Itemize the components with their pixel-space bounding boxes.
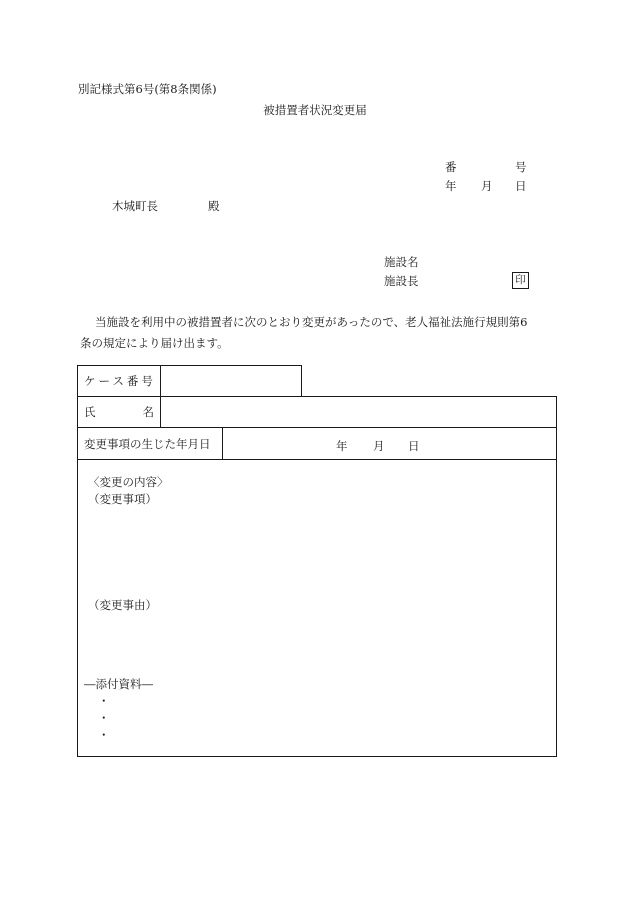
name-field[interactable]: [160, 396, 557, 428]
case-number-label: ケース番号: [77, 365, 161, 397]
attachment-bullet: ・: [98, 711, 110, 725]
declaration-text: [80, 312, 560, 354]
seal-box: [512, 272, 529, 289]
name-label-right: 名: [142, 405, 154, 419]
attachment-bullet: ・: [98, 694, 110, 708]
attachment-bullet: ・: [98, 728, 110, 742]
addressee-honorific: 殿: [208, 199, 220, 213]
document-number-suffix: 号: [515, 160, 527, 174]
change-items-label: （変更事項）: [88, 492, 157, 506]
name-label: [77, 396, 161, 428]
addressee-name: 木城町長: [112, 199, 158, 213]
change-date-year-label: 年: [336, 439, 348, 453]
case-number-field[interactable]: [160, 365, 302, 397]
submission-year-label: 年: [445, 179, 457, 193]
change-reason-label: （変更事由）: [88, 598, 157, 612]
declaration-line-2: 条の規定により届け出ます。: [80, 336, 229, 350]
submission-day-label: 日: [515, 179, 527, 193]
submission-month-label: 月: [481, 179, 493, 193]
document-title: [0, 105, 630, 117]
form-identifier: 別記様式第6号(第8条関係): [78, 82, 217, 96]
change-details-box[interactable]: [77, 459, 557, 757]
name-label-left: 氏: [84, 405, 96, 419]
attachments-label: ―添付資料―: [84, 677, 153, 691]
change-report-table: [77, 365, 557, 757]
change-date-label: 変更事項の生じた年月日: [77, 427, 223, 460]
facility-name-label: 施設名: [384, 255, 419, 269]
change-date-field[interactable]: [222, 427, 557, 460]
facility-head-label: 施設長: [384, 274, 419, 288]
change-content-heading: 〈変更の内容〉: [88, 475, 169, 489]
document-number-label: 番: [445, 160, 457, 174]
document-title-text: 被措置者状況変更届: [263, 103, 367, 117]
change-date-day-label: 日: [408, 439, 420, 453]
seal-text: 印: [515, 274, 526, 287]
declaration-line-1: 当施設を利用中の被措置者に次のとおり変更があったので、老人福祉法施行規則第6: [95, 315, 528, 329]
change-date-month-label: 月: [373, 439, 385, 453]
